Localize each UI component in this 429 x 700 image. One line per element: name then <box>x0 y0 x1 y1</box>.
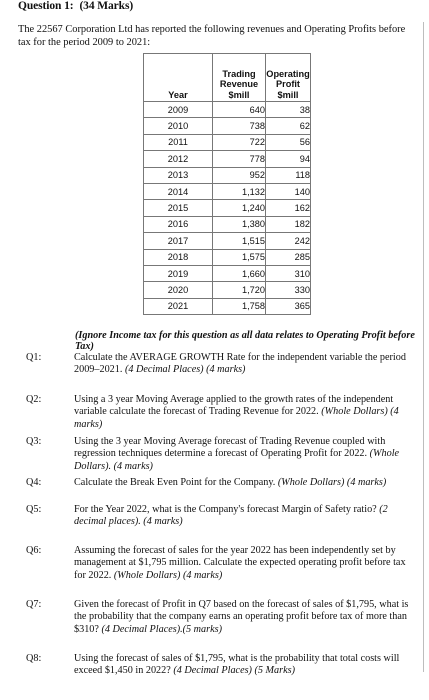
cell-profit: 140 <box>266 183 311 199</box>
page-edge-scrollbar[interactable] <box>423 22 424 672</box>
header-year: Year <box>144 54 213 102</box>
question-number: Q6: <box>26 545 42 556</box>
cell-profit: 330 <box>266 282 311 298</box>
table-row <box>144 167 311 183</box>
header-revenue <box>213 54 266 102</box>
intro-paragraph: The 22567 Corporation Ltd has reported the following revenues and Operating Profits before tax for the period 2009 to 2021: <box>18 24 406 48</box>
question-number: Q8: <box>26 653 42 664</box>
question-q7 <box>26 599 418 636</box>
table-row <box>144 151 311 167</box>
table-body <box>144 102 311 315</box>
cell-year: 2021 <box>144 298 213 314</box>
cell-year: 2012 <box>144 151 213 167</box>
cell-profit: 242 <box>266 233 311 249</box>
cell-year: 2017 <box>144 233 213 249</box>
header-profit-line1: Operating <box>266 68 310 79</box>
question-text: Using the forecast of sales of $1,795, what is the probability that total costs will exceed $1,450 in 2022? <box>74 653 400 677</box>
cell-profit: 62 <box>266 118 311 134</box>
question-text: Using the 3 year Moving Average forecast of Trading Revenue coupled with regression techniques determine a forecast of Operating Profit for 2022. <box>74 436 386 460</box>
question-hint: (Whole Dollars) (4 marks) <box>74 406 399 430</box>
header-revenue-line2: Revenue <box>219 79 259 89</box>
table-row <box>144 249 311 265</box>
header-revenue-line1: Trading <box>222 68 256 79</box>
cell-revenue: 1,515 <box>213 233 266 249</box>
cell-year: 2014 <box>144 183 213 199</box>
cell-revenue: 778 <box>213 151 266 167</box>
cell-revenue: 738 <box>213 118 266 134</box>
cell-revenue: 1,575 <box>213 249 266 265</box>
question-hint: (Whole Dollars) (4 marks) <box>113 569 223 581</box>
header-profit-line3: $mill <box>277 89 299 100</box>
cell-revenue: 1,380 <box>213 216 266 232</box>
table-row <box>144 216 311 232</box>
question-number: Q7: <box>26 599 42 610</box>
cell-year: 2015 <box>144 200 213 216</box>
question-marks: (34 Marks) <box>79 0 134 12</box>
cell-profit: 56 <box>266 134 311 150</box>
question-hint: (Whole Dollars). (4 marks) <box>74 448 400 472</box>
cell-profit: 118 <box>266 167 311 183</box>
tax-note: (Ignore Income tax for this question as all data relates to Operating Profit before Tax) <box>75 330 415 352</box>
cell-year: 2020 <box>144 282 213 298</box>
revenue-profit-table <box>143 53 311 315</box>
question-q3 <box>26 436 418 473</box>
cell-year: 2016 <box>144 216 213 232</box>
table-header-row <box>144 54 311 102</box>
question-number: Q2: <box>26 394 42 405</box>
table-row <box>144 298 311 314</box>
header-profit-line2: Profit <box>276 79 300 89</box>
question-text: For the Year 2022, what is the Company's forecast Margin of Safety ratio? <box>74 504 377 515</box>
cell-revenue: 1,660 <box>213 265 266 281</box>
question-text: Using a 3 year Moving Average applied to the growth rates of the independent variable calculate the forecast of Trading Revenue for 2022. <box>74 394 394 418</box>
table-row <box>144 233 311 249</box>
cell-profit: 310 <box>266 265 311 281</box>
question-text: Calculate the AVERAGE GROWTH Rate for the independent variable the period 2009–2021. <box>74 352 406 376</box>
question-q5 <box>26 504 418 529</box>
table-row <box>144 265 311 281</box>
cell-revenue: 1,132 <box>213 183 266 199</box>
cell-year: 2009 <box>144 102 213 118</box>
question-q6 <box>26 545 418 582</box>
cell-profit: 285 <box>266 249 311 265</box>
question-q4 <box>26 477 418 489</box>
cell-year: 2019 <box>144 265 213 281</box>
cell-year: 2013 <box>144 167 213 183</box>
cell-revenue: 952 <box>213 167 266 183</box>
cell-revenue: 1,720 <box>213 282 266 298</box>
table-row <box>144 183 311 199</box>
question-number: Q5: <box>26 504 42 515</box>
question-heading <box>18 0 133 12</box>
cell-profit: 38 <box>266 102 311 118</box>
header-profit <box>266 54 311 102</box>
table-row <box>144 134 311 150</box>
cell-revenue: 722 <box>213 134 266 150</box>
table-row <box>144 282 311 298</box>
question-number: Q3: <box>26 436 42 447</box>
question-number: Q1: <box>26 352 42 363</box>
table-row <box>144 118 311 134</box>
cell-revenue: 1,240 <box>213 200 266 216</box>
cell-year: 2018 <box>144 249 213 265</box>
question-text: Given the forecast of Profit in Q7 based on the forecast of sales of $1,795, what is the probability that the company earns an operating profit before tax of more than $310? <box>74 599 409 635</box>
question-number: Q4: <box>26 477 42 488</box>
question-hint: (Whole Dollars) (4 marks) <box>277 477 387 488</box>
question-q2 <box>26 394 418 431</box>
table-row <box>144 200 311 216</box>
cell-profit: 162 <box>266 200 311 216</box>
cell-profit: 365 <box>266 298 311 314</box>
cell-year: 2010 <box>144 118 213 134</box>
question-title: Question 1: <box>18 0 74 12</box>
question-hint: (2 decimal places). (4 marks) <box>74 504 388 528</box>
cell-revenue: 1,758 <box>213 298 266 314</box>
table-row <box>144 102 311 118</box>
question-hint: (4 Decimal Places).(5 marks) <box>101 623 222 635</box>
question-q8 <box>26 653 418 678</box>
cell-revenue: 640 <box>213 102 266 118</box>
question-text: Calculate the Break Even Point for the Company. <box>74 477 276 488</box>
question-hint: (4 Decimal Places) (4 marks) <box>124 364 246 376</box>
question-text: Assuming the forecast of sales for the year 2022 has been independently set by management at $1,795 million. Calculate the expected operating profit before tax for 2022. <box>74 545 406 581</box>
header-revenue-line3: $mill <box>228 89 250 100</box>
question-q1 <box>26 352 418 377</box>
cell-profit: 182 <box>266 216 311 232</box>
cell-profit: 94 <box>266 151 311 167</box>
question-hint: (4 Decimal Places) (5 Marks) <box>173 665 295 677</box>
cell-year: 2011 <box>144 134 213 150</box>
